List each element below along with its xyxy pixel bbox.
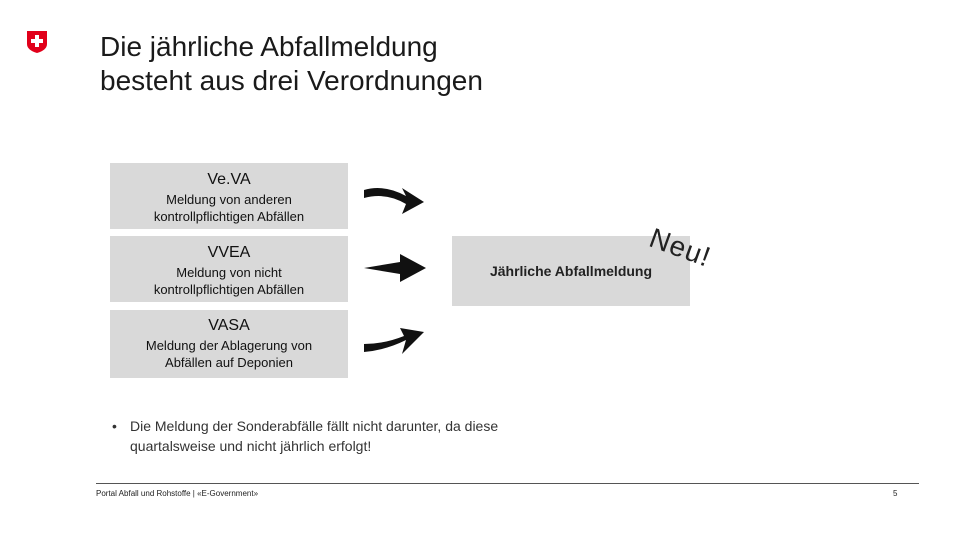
- regulation-desc-line1: Meldung von anderen: [166, 192, 292, 207]
- bullet-marker: •: [112, 418, 117, 434]
- regulation-title: Ve.VA: [207, 171, 251, 188]
- regulation-desc-line1: Meldung von nicht: [176, 265, 282, 280]
- regulation-box-vasa: [110, 310, 348, 378]
- page-title: [100, 30, 483, 98]
- page-number: 5: [893, 489, 898, 498]
- title-line-1: Die jährliche Abfallmeldung: [100, 31, 438, 62]
- curved-arrow-up-icon: [362, 326, 428, 362]
- regulation-title: VASA: [208, 317, 250, 334]
- note-line-2: quartalsweise und nicht jährlich erfolgt!: [130, 438, 372, 454]
- annual-report-label: Jährliche Abfallmeldung: [489, 263, 653, 279]
- note-line-1: Die Meldung der Sonderabfälle fällt nicht darunter, da diese: [130, 418, 499, 434]
- regulation-desc-line2: Abfällen auf Deponien: [165, 355, 293, 370]
- footer-divider: [96, 483, 919, 484]
- regulation-desc-line2: kontrollpflichtigen Abfällen: [153, 282, 305, 297]
- straight-arrow-icon: [362, 252, 428, 284]
- new-badge: Neu!: [645, 222, 716, 273]
- curved-arrow-down-icon: [362, 180, 428, 216]
- note-bullet: [112, 416, 582, 456]
- regulation-desc-line1: Meldung der Ablagerung von: [145, 338, 313, 353]
- regulation-title: VVEA: [207, 244, 251, 261]
- footer-text: Portal Abfall und Rohstoffe | «E-Government»: [96, 489, 259, 498]
- regulation-box-vvea: [110, 236, 348, 302]
- regulation-desc-line2: kontrollpflichtigen Abfällen: [153, 209, 305, 224]
- regulation-box-veva: [110, 163, 348, 229]
- swiss-cross-logo: [26, 30, 48, 54]
- title-line-2: besteht aus drei Verordnungen: [100, 65, 483, 96]
